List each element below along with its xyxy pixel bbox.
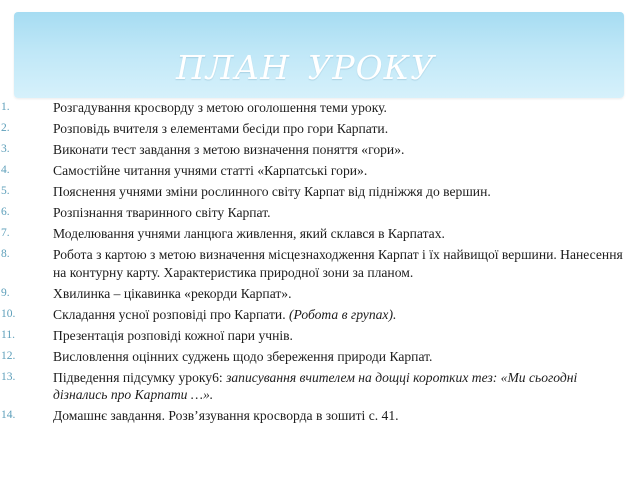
plan-item <box>0 407 628 425</box>
item-text: Висловлення оцінних суджень щодо збереження природи Карпат. <box>53 348 433 364</box>
item-text: Складання усної розповіді про Карпати. <box>53 306 289 322</box>
item-number: 7. <box>1 227 10 239</box>
plan-item <box>0 348 628 366</box>
item-text: Презентація розповіді кожної пари учнів. <box>53 327 293 343</box>
item-text: Виконати тест завдання з метою визначення поняття «гори». <box>53 142 405 157</box>
item-text: Розгадування кросворду з метою оголошення теми уроку. <box>53 100 387 115</box>
item-number: 3. <box>1 143 10 155</box>
item-text: Розпізнання тваринного світу Карпат. <box>53 205 271 220</box>
plan-item <box>0 120 628 138</box>
item-text: Підведення підсумку уроку6: <box>53 369 227 385</box>
item-number: 5. <box>1 185 10 197</box>
item-number: 12. <box>1 349 16 362</box>
item-number: 9. <box>1 286 10 299</box>
item-italic-note: записування вчителем на дощці коротких тез: «Ми сьогодні дізнались про Карпати …». <box>53 369 578 402</box>
item-text: Хвилинка – цікавинка «рекорди Карпат». <box>53 285 292 301</box>
plan-item <box>0 369 628 404</box>
item-number: 10. <box>1 307 16 320</box>
plan-item <box>0 306 628 324</box>
item-number: 8. <box>1 248 10 260</box>
item-number: 2. <box>1 122 10 134</box>
item-text: Моделювання учнями ланцюга живлення, який склався в Карпатах. <box>53 226 445 241</box>
item-text: Самостійне читання учнями статті «Карпатські гори». <box>53 163 368 178</box>
item-text: Робота з картою з метою визначення місцезнаходження Карпат і їх найвищої вершини. Нанесення на контурну карту. Характеристика природної зони за планом. <box>53 247 623 280</box>
plan-item <box>0 327 628 345</box>
plan-item <box>0 204 628 222</box>
plan-item <box>0 183 628 201</box>
item-number: 1. <box>1 101 10 113</box>
plan-item <box>0 99 628 117</box>
item-number: 13. <box>1 370 16 383</box>
item-number: 4. <box>1 164 10 176</box>
lesson-plan-list <box>0 99 628 428</box>
plan-item <box>0 285 628 303</box>
item-number: 6. <box>1 206 10 218</box>
item-text: Домашнє завдання. Розв’язування кросворда в зошиті с. 41. <box>53 408 399 423</box>
item-text: Пояснення учнями зміни рослинного світу Карпат від підніжжя до вершин. <box>53 184 491 199</box>
plan-item <box>0 141 628 159</box>
plan-item <box>0 162 628 180</box>
item-number: 14. <box>1 409 16 421</box>
plan-item <box>0 225 628 243</box>
plan-item <box>0 246 628 281</box>
item-number: 11. <box>1 328 15 341</box>
item-italic-note: (Робота в групах). <box>289 306 397 322</box>
slide-title: ПЛАН УРОКУ <box>176 48 436 87</box>
item-text: Розповідь вчителя з елементами бесіди про гори Карпати. <box>53 121 389 136</box>
